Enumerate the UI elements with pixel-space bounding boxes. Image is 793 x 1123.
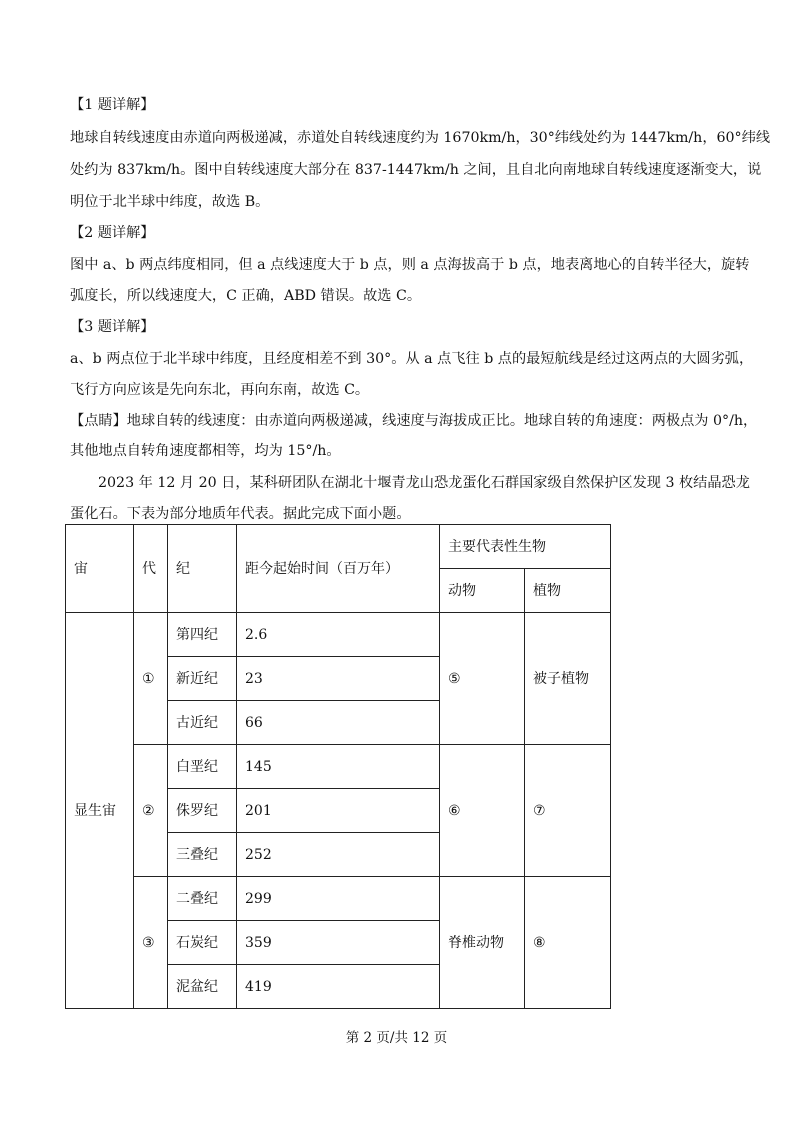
time-cell: 2.6	[237, 613, 440, 657]
time-cell: 23	[237, 657, 440, 701]
period-cell: 古近纪	[168, 701, 237, 745]
text-line-1: 【1 题详解】	[70, 97, 155, 113]
period-cell: 泥盆纪	[168, 965, 237, 1009]
text-line-7: 弧度长，所以线速度大，C 正确，ABD 错误。故选 C。	[70, 288, 422, 304]
header-era: 代	[134, 525, 168, 613]
text-line-11: 【点睛】地球自转的线速度：由赤道向两极递减，线速度与海拔成正比。地球自转的角速度：两极点为 0°/h，	[70, 413, 758, 429]
text-line-10: 飞行方向应该是先向东北，再向东南，故选 C。	[70, 382, 370, 398]
text-line-14: 蛋化石。下表为部分地质年代表。据此完成下面小题。	[70, 506, 411, 522]
time-cell: 252	[237, 833, 440, 877]
time-cell: 66	[237, 701, 440, 745]
animal-cell: 脊椎动物	[440, 877, 525, 1009]
header-biota: 主要代表性生物	[440, 525, 611, 569]
text-line-12: 其他地点自转角速度都相等，均为 15°/h。	[70, 443, 341, 459]
time-cell: 419	[237, 965, 440, 1009]
header-eon: 宙	[66, 525, 134, 613]
text-line-13: 2023 年 12 月 20 日，某科研团队在湖北十堰青龙山恐龙蛋化石群国家级自然保护区发现 3 枚结晶恐龙	[98, 475, 750, 491]
plant-cell: ⑧	[525, 877, 611, 1009]
text-line-8: 【3 题详解】	[70, 319, 155, 335]
period-cell: 白垩纪	[168, 745, 237, 789]
time-cell: 145	[237, 745, 440, 789]
text-line-2: 地球自转线速度由赤道向两极递减，赤道处自转线速度约为 1670km/h，30°纬线处约为 1447km/h，60°纬线	[70, 130, 771, 146]
text-line-3: 处约为 837km/h。图中自转线速度大部分在 837-1447km/h 之间，且自北向南地球自转线速度逐渐变大，说	[70, 162, 762, 178]
era-cell: ①	[134, 613, 168, 745]
period-cell: 三叠纪	[168, 833, 237, 877]
header-period: 纪	[168, 525, 237, 613]
period-cell: 第四纪	[168, 613, 237, 657]
period-cell: 石炭纪	[168, 921, 237, 965]
period-cell: 侏罗纪	[168, 789, 237, 833]
text-line-5: 【2 题详解】	[70, 225, 155, 241]
era-cell: ③	[134, 877, 168, 1009]
period-cell: 新近纪	[168, 657, 237, 701]
header-time: 距今起始时间（百万年）	[237, 525, 440, 613]
header-plant: 植物	[525, 569, 611, 613]
geologic-time-table	[65, 524, 611, 1009]
page-footer: 第 2 页/共 12 页	[345, 1030, 448, 1046]
time-cell: 299	[237, 877, 440, 921]
text-line-4: 明位于北半球中纬度，故选 B。	[70, 194, 270, 210]
animal-cell: ⑤	[440, 613, 525, 745]
animal-cell: ⑥	[440, 745, 525, 877]
text-line-6: 图中 a、b 两点纬度相同，但 a 点线速度大于 b 点，则 a 点海拔高于 b 点，地表离地心的自转半径大，旋转	[70, 257, 750, 273]
plant-cell: ⑦	[525, 745, 611, 877]
time-cell: 359	[237, 921, 440, 965]
time-cell: 201	[237, 789, 440, 833]
period-cell: 二叠纪	[168, 877, 237, 921]
eon-cell: 显生宙	[66, 613, 134, 1009]
plant-cell: 被子植物	[525, 613, 611, 745]
header-animal: 动物	[440, 569, 525, 613]
text-line-9: a、b 两点位于北半球中纬度，且经度相差不到 30°。从 a 点飞往 b 点的最短航线是经过这两点的大圆劣弧，	[70, 351, 754, 367]
era-cell: ②	[134, 745, 168, 877]
